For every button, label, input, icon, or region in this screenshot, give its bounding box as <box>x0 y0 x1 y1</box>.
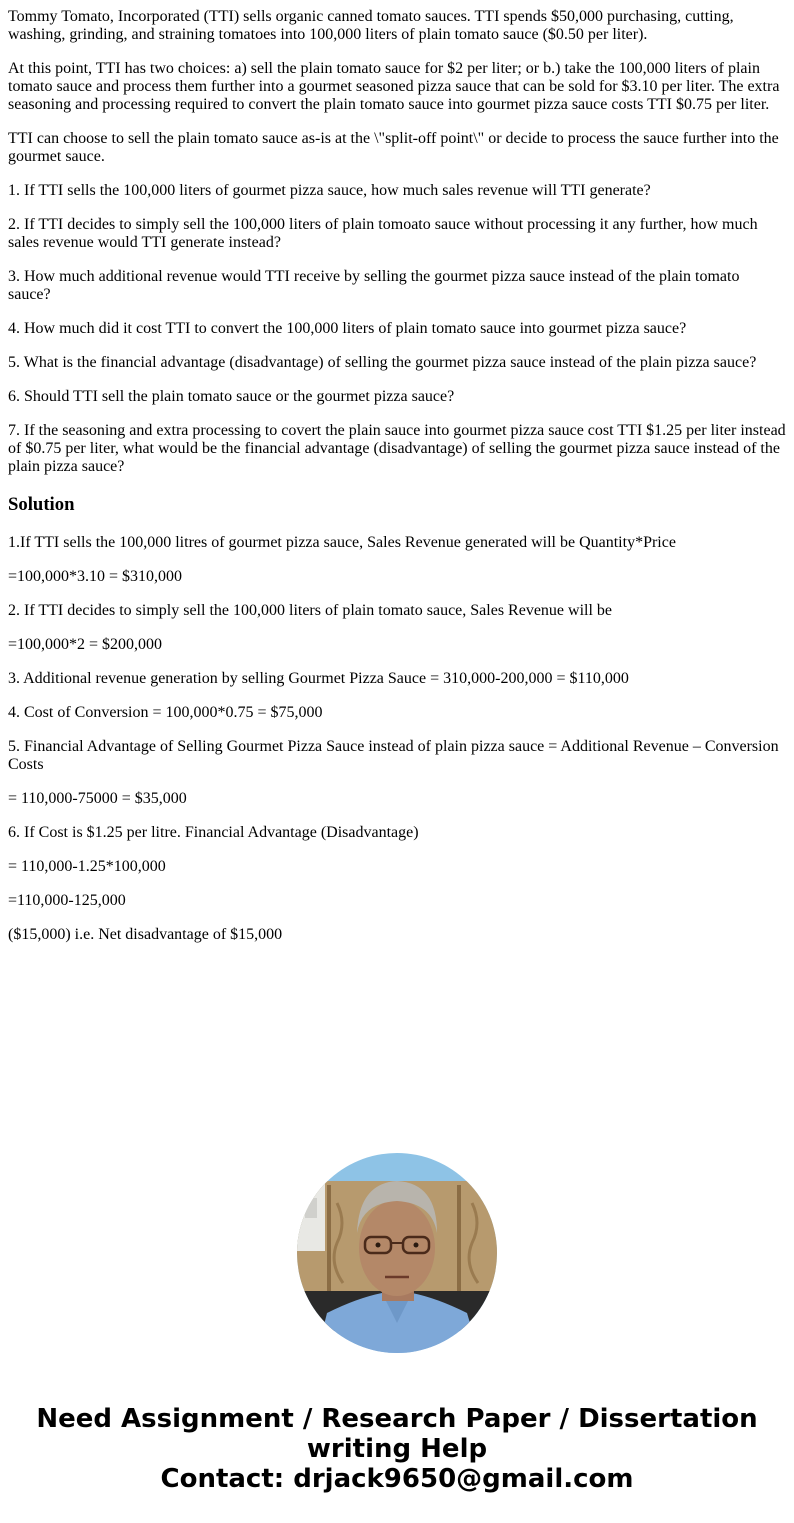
question-item-5: 5. What is the financial advantage (disadvantage) of selling the gourmet pizza sauce instead of the plain pizza sauce? <box>8 354 757 371</box>
question-choices: At this point, TTI has two choices: a) sell the plain tomato sauce for $2 per liter; or b.) take the 100,000 liters of plain tomato sauce and process them further into a gourmet seasoned pizza sauce that can be sold for $3.10 per liter. The extra seasoning and processing required to convert the plain tomato sauce into gourmet pizza sauce costs TTI $0.75 per liter. <box>8 60 780 113</box>
promo-line-1: Need Assignment / Research Paper / Dissertation <box>36 1404 758 1434</box>
question-intro: Tommy Tomato, Incorporated (TTI) sells organic canned tomato sauces. TTI spends $50,000 purchasing, cutting, washing, grinding, and straining tomatoes into 100,000 liters of plain tomato sauce ($0.50 per liter). <box>8 8 734 43</box>
promo-line-2: writing Help <box>306 1434 488 1464</box>
solution-line: 1.If TTI sells the 100,000 litres of gourmet pizza sauce, Sales Revenue generated will be Quantity*Price <box>8 534 676 551</box>
author-photo-icon <box>297 1153 497 1353</box>
author-avatar <box>297 1153 497 1353</box>
question-item-1: 1. If TTI sells the 100,000 liters of gourmet pizza sauce, how much sales revenue will TTI generate? <box>8 182 651 199</box>
solution-line: =110,000-125,000 <box>8 892 126 909</box>
question-item-3: 3. How much additional revenue would TTI receive by selling the gourmet pizza sauce instead of the plain tomato sauce? <box>8 268 740 303</box>
solution-line: =100,000*2 = $200,000 <box>8 636 163 653</box>
solution-line: 4. Cost of Conversion = 100,000*0.75 = $75,000 <box>8 704 323 721</box>
question-item-7: 7. If the seasoning and extra processing to covert the plain sauce into gourmet pizza sauce cost TTI $1.25 per liter instead of $0.75 per liter, what would be the financial advantage (disadvantage) of selling the gourmet pizza sauce instead of the plain pizza sauce? <box>8 422 786 475</box>
question-splitoff: TTI can choose to sell the plain tomato sauce as-is at the \"split-off point\" or decide to process the sauce further into the gourmet sauce. <box>8 130 779 165</box>
question-item-2: 2. If TTI decides to simply sell the 100,000 liters of plain tomoato sauce without processing it any further, how much sales revenue would TTI generate instead? <box>8 216 758 251</box>
question-item-4: 4. How much did it cost TTI to convert the 100,000 liters of plain tomato sauce into gourmet pizza sauce? <box>8 320 687 337</box>
solution-line: 3. Additional revenue generation by selling Gourmet Pizza Sauce = 310,000-200,000 = $110,000 <box>8 670 629 687</box>
solution-line: 6. If Cost is $1.25 per litre. Financial Advantage (Disadvantage) <box>8 824 419 841</box>
solution-line: ($15,000) i.e. Net disadvantage of $15,000 <box>8 926 283 943</box>
question-item-6: 6. Should TTI sell the plain tomato sauce or the gourmet pizza sauce? <box>8 388 455 405</box>
solution-line: = 110,000-75000 = $35,000 <box>8 790 187 807</box>
solution-line: = 110,000-1.25*100,000 <box>8 858 166 875</box>
solution-line: 5. Financial Advantage of Selling Gourmet Pizza Sauce instead of plain pizza sauce = Additional Revenue – Conversion Costs <box>8 738 779 773</box>
solution-heading: Solution <box>8 494 75 515</box>
promo-contact: Contact: drjack9650@gmail.com <box>160 1464 634 1494</box>
solution-line: 2. If TTI decides to simply sell the 100,000 liters of plain tomato sauce, Sales Revenue will be <box>8 602 613 619</box>
promo-banner <box>0 1404 794 1494</box>
solution-line: =100,000*3.10 = $310,000 <box>8 568 183 585</box>
